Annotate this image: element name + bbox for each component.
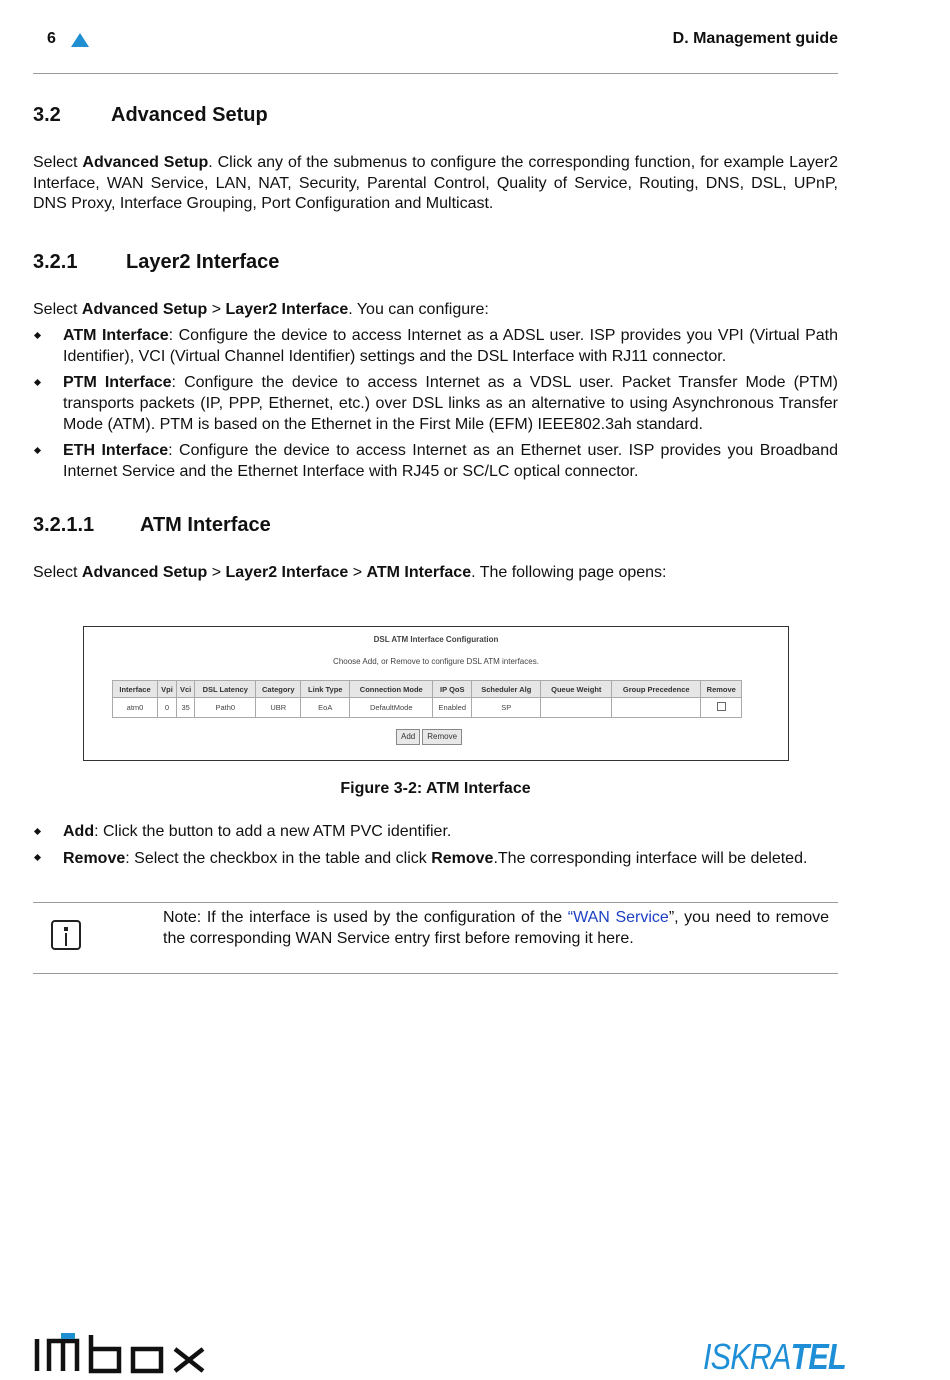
table-cell: 35 (177, 698, 195, 718)
remove-cell (701, 698, 742, 718)
text: . Click any of the submenus to configure the corresponding function, for example Layer2 Interface, WAN Service, LAN, NAT, Security, Parental Control, Quality of Service, Routing, DNS, DSL, UPnP, DNS Proxy, Interface Grouping, Port Configuration and Multicast. (33, 154, 838, 212)
list-item (33, 821, 838, 842)
bold-text: Advanced Setup (82, 154, 209, 171)
column-header: Remove (701, 681, 742, 698)
bullet-term: Add (63, 823, 95, 840)
section-heading-3-2-1 (33, 251, 279, 274)
section-number: 3.2 (33, 104, 61, 126)
figure-caption: Figure 3-2: ATM Interface (340, 780, 531, 797)
text: . The following page opens: (471, 564, 667, 581)
table-cell: Enabled (433, 698, 472, 718)
bullet-text: : Configure the device to access Internet as a ADSL user. ISP provides you VPI (Virtual Path Identifier), VCI (Virtual Channel Identifier) settings and the DSL Interface with RJ11 connector. (63, 327, 839, 365)
figure-subtitle: Choose Add, or Remove to configure DSL ATM interfaces. (333, 657, 539, 666)
bullet-term: ETH Interface (63, 442, 169, 459)
text: . You can configure: (348, 301, 489, 318)
page-number: 6 (47, 30, 56, 47)
column-header: Interface (113, 681, 158, 698)
list-item (33, 325, 838, 367)
paragraph-advanced-setup (33, 153, 838, 215)
bold-text: Layer2 Interface (225, 301, 349, 318)
section-title: Layer2 Interface (126, 251, 280, 273)
header-title: D. Management guide (672, 30, 838, 47)
atm-interface-table (112, 680, 742, 718)
info-icon (51, 920, 81, 950)
bullet-diamond-icon (34, 828, 41, 835)
table-cell (612, 698, 701, 718)
figure-buttons (396, 729, 464, 745)
bold-text: Advanced Setup (81, 301, 208, 318)
table-cell (541, 698, 612, 718)
bold-text: ATM Interface (366, 564, 472, 581)
column-header: Queue Weight (541, 681, 612, 698)
text: > (207, 301, 226, 318)
note-text (163, 907, 829, 949)
list-item (33, 440, 838, 482)
text: Select (33, 301, 82, 318)
list-item (33, 847, 838, 870)
bullet-text: : Select the checkbox in the table and click (125, 850, 432, 867)
paragraph-layer2 (33, 300, 838, 321)
text: ”, you need to remove the corresponding WAN Service entry first before removing it here. (163, 909, 830, 947)
text: Select (33, 564, 82, 581)
bullet-text: .The corresponding interface will be deleted. (493, 850, 808, 867)
section-heading-3-2 (33, 104, 268, 127)
section-number: 3.2.1 (33, 251, 78, 273)
bullet-term: Remove (431, 850, 494, 867)
triangle-icon (71, 33, 89, 47)
note-bottom-divider (33, 973, 838, 974)
column-header: DSL Latency (195, 681, 256, 698)
column-header: Link Type (301, 681, 350, 698)
column-header: IP QoS (433, 681, 472, 698)
remove-button[interactable]: Remove (422, 729, 462, 745)
table-cell: DefaultMode (350, 698, 433, 718)
layer2-bullet-list (33, 325, 838, 487)
bullet-diamond-icon (34, 379, 41, 386)
table-row (113, 698, 742, 718)
list-item (33, 372, 838, 435)
bullet-term: PTM Interface (63, 374, 172, 391)
bullet-term: Remove (63, 850, 126, 867)
table-cell: EoA (301, 698, 350, 718)
bold-text: Layer2 Interface (225, 564, 349, 581)
imbox-logo (33, 1333, 228, 1380)
note-top-divider (33, 902, 838, 903)
column-header: Category (256, 681, 301, 698)
column-header: Scheduler Alg (472, 681, 541, 698)
logo-text-bold: TEL (790, 1336, 846, 1377)
remove-checkbox[interactable] (717, 702, 726, 711)
table-header-row (113, 681, 742, 698)
imbox-logo-graphic (33, 1333, 228, 1375)
text: Select (33, 154, 83, 171)
bullet-term: ATM Interface (63, 327, 169, 344)
bullet-diamond-icon (34, 332, 41, 339)
iskratel-logo (703, 1336, 846, 1378)
atm-config-screenshot (83, 626, 789, 761)
column-header: Vpi (158, 681, 177, 698)
info-bar (65, 933, 67, 946)
table-cell: UBR (256, 698, 301, 718)
bullet-text: : Configure the device to access Internet as a VDSL user. Packet Transfer Mode (PTM) transports packets (IP, PPP, Ethernet, etc.) over DSL links as an alternative to using Asynchronous Transfer Mode (ATM). PTM is based on the Ethernet in the First Mile (EFM) IEEE802.3ah standard. (63, 374, 838, 433)
add-button[interactable]: Add (396, 729, 420, 745)
column-header: Connection Mode (350, 681, 433, 698)
table-cell: atm0 (113, 698, 158, 718)
text: Note: If the interface is used by the configuration of the (163, 909, 568, 926)
bullet-text: : Configure the device to access Internet as an Ethernet user. ISP provides you Broadband Internet Service and the Ethernet Interface with RJ45 or SC/LC optical connector. (63, 442, 839, 480)
section-title: Advanced Setup (111, 104, 268, 126)
info-dot (64, 927, 68, 931)
section-number: 3.2.1.1 (33, 514, 95, 536)
bullet-text: : Click the button to add a new ATM PVC identifier. (94, 823, 452, 840)
header-divider (33, 73, 838, 74)
column-header: Vci (177, 681, 195, 698)
table-cell: Path0 (195, 698, 256, 718)
table-cell: 0 (158, 698, 177, 718)
logo-text: ISKRA (703, 1336, 791, 1377)
paragraph-atm (33, 563, 838, 584)
bullet-diamond-icon (34, 854, 41, 861)
wan-service-link[interactable]: “WAN Service (567, 909, 669, 926)
text: > (348, 564, 367, 581)
page-header (33, 28, 838, 52)
column-header: Group Precedence (612, 681, 701, 698)
table-cell: SP (472, 698, 541, 718)
figure-title: DSL ATM Interface Configuration (373, 635, 499, 644)
bold-text: Advanced Setup (81, 564, 208, 581)
section-title: ATM Interface (140, 514, 271, 536)
bullet-diamond-icon (34, 447, 41, 454)
text: > (207, 564, 226, 581)
button-description-list (33, 821, 838, 875)
section-heading-3-2-1-1 (33, 514, 271, 537)
